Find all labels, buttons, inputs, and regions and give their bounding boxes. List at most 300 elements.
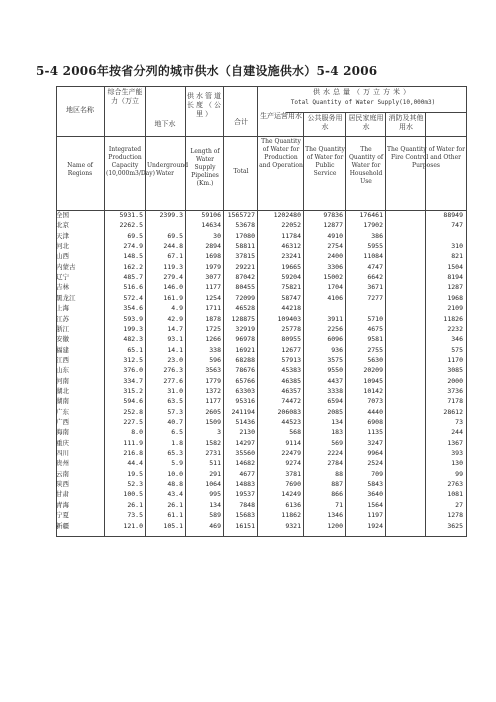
cell-prod: 46357 [281, 386, 301, 395]
cell-total: 65766 [235, 376, 255, 385]
cell-under: 105.1 [163, 521, 183, 530]
cell-under: 276.3 [163, 366, 183, 375]
cell-cap: 148.5 [123, 252, 143, 261]
cell-pipe: 2605 [205, 407, 221, 416]
cell-total: 96978 [235, 335, 255, 344]
header-body-rule [56, 210, 467, 211]
cell-pub: 936 [331, 345, 343, 354]
cell-house: 11084 [363, 252, 383, 261]
cell-cap: 162.2 [123, 262, 143, 271]
cell-prod: 6136 [285, 500, 301, 509]
cell-total: 16151 [235, 521, 255, 530]
pipe-header-en: Length of Water Supply Pipelines (Km.) [190, 148, 220, 187]
cell-house: 9581 [367, 335, 383, 344]
cell-under: 2399.3 [159, 211, 183, 219]
cell-house: 7073 [367, 397, 383, 406]
cell-pub: 887 [331, 480, 343, 489]
row-region-name: 甘肃 [56, 490, 69, 499]
cell-house: 2755 [367, 345, 383, 354]
table-bottom-rule [56, 536, 467, 537]
cell-cap: 227.5 [123, 418, 143, 426]
col-rule [104, 86, 105, 536]
cell-pub: 2784 [327, 459, 343, 468]
cell-under: 1.8 [171, 438, 183, 447]
cell-total: 14682 [235, 459, 255, 468]
fire-header-en: The Quantity of Water for Fire Control and Other Purposes [387, 146, 465, 169]
cell-pipe: 59106 [201, 211, 221, 219]
cell-prod: 9321 [285, 521, 301, 530]
cell-total: 53678 [235, 221, 255, 230]
cell-prod: 206083 [277, 407, 301, 416]
row-region-name: 广东 [56, 407, 69, 416]
cell-total: 78676 [235, 366, 255, 375]
cell-under: 4.9 [171, 304, 183, 313]
region-header-en: Name of Regions [67, 162, 93, 177]
cell-under: 26.1 [167, 500, 183, 509]
cell-fire: 1968 [447, 293, 463, 302]
quantity-header-cn: 供水总量（万立方米） [313, 88, 413, 96]
cell-fire: 99 [455, 469, 463, 478]
cell-pub: 12877 [323, 221, 343, 230]
cell-fire: 3085 [447, 366, 463, 375]
row-region-name: 上海 [56, 304, 69, 313]
cell-prod: 568 [289, 428, 301, 437]
cell-pipe: 14634 [201, 221, 221, 230]
col-rule [185, 86, 186, 536]
row-region-name: 内蒙古 [56, 262, 76, 271]
col-rule [303, 112, 304, 536]
row-region-name: 福建 [56, 345, 69, 354]
cell-pipe: 2894 [205, 242, 221, 251]
cell-total: 32919 [235, 324, 255, 333]
row-region-name: 湖北 [56, 386, 69, 395]
cell-pipe: 1177 [205, 283, 221, 292]
cell-fire: 7178 [447, 397, 463, 406]
cell-total: 72099 [235, 293, 255, 302]
cell-pub: 569 [331, 438, 343, 447]
cell-prod: 3781 [285, 469, 301, 478]
cell-cap: 199.3 [123, 324, 143, 333]
cell-under: 67.1 [167, 252, 183, 261]
cell-fire: 3736 [447, 386, 463, 395]
cell-house: 5843 [367, 480, 383, 489]
cell-fire: 1287 [447, 283, 463, 292]
cell-fire: 88949 [443, 211, 463, 219]
col-rule [345, 112, 346, 536]
row-region-name: 江西 [56, 355, 69, 364]
cell-under: 40.7 [167, 418, 183, 426]
cell-cap: 5931.5 [119, 211, 143, 219]
cell-fire: 393 [451, 449, 463, 458]
page-title: 5-4 2006年按省分列的城市供水（自建设施供水）5-4 2006 [36, 64, 378, 78]
cell-prod: 44523 [281, 418, 301, 426]
cell-prod: 7690 [285, 480, 301, 489]
cell-fire: 244 [451, 428, 463, 437]
cell-under: 48.8 [167, 480, 183, 489]
cell-pipe: 596 [209, 355, 221, 364]
cell-fire: 1081 [447, 490, 463, 499]
cell-cap: 572.4 [123, 293, 143, 302]
cell-fire: 575 [451, 345, 463, 354]
cell-cap: 334.7 [123, 376, 143, 385]
cell-under: 43.4 [167, 490, 183, 499]
cell-pub: 9550 [327, 366, 343, 375]
cell-cap: 376.0 [123, 366, 143, 375]
cell-pub: 2754 [327, 242, 343, 251]
pipe-header-cn: 供水管道长度（公里） [187, 92, 223, 118]
row-region-name: 湖南 [56, 397, 69, 406]
cell-cap: 594.6 [123, 397, 143, 406]
cell-house: 4675 [367, 324, 383, 333]
cell-house: 1135 [367, 428, 383, 437]
cell-fire: 1367 [447, 438, 463, 447]
cell-fire: 73 [455, 418, 463, 426]
cell-under: 69.5 [167, 231, 183, 240]
cell-under: 146.0 [163, 283, 183, 292]
cell-total: 37815 [235, 252, 255, 261]
region-header-cn: 地区名称 [66, 106, 94, 114]
row-region-name: 广西 [56, 418, 69, 426]
cell-pub: 2256 [327, 324, 343, 333]
cell-total: 15683 [235, 511, 255, 520]
cell-fire: 2109 [447, 304, 463, 313]
cell-total: 128875 [231, 314, 255, 323]
cell-house: 10142 [363, 386, 383, 395]
household-header-en: The Quantity of Water for Household Use [348, 146, 384, 185]
cell-pipe: 1509 [205, 418, 221, 426]
capacity-header-cn: 综合生产能力（万立 [107, 88, 143, 105]
cell-pub: 3575 [327, 355, 343, 364]
cell-under: 119.3 [163, 262, 183, 271]
public-header-cn: 公共服务用水 [307, 114, 343, 131]
cell-cap: 216.8 [123, 449, 143, 458]
row-region-name: 北京 [56, 221, 69, 230]
row-region-name: 辽宁 [56, 273, 69, 282]
cell-fire: 747 [451, 221, 463, 230]
cell-pub: 88 [335, 469, 343, 478]
cell-pub: 71 [335, 500, 343, 509]
cell-total: 63303 [235, 386, 255, 395]
cell-total: 46528 [235, 304, 255, 313]
cell-house: 10945 [363, 376, 383, 385]
cell-pub: 4910 [327, 231, 343, 240]
cell-cap: 315.2 [123, 386, 143, 395]
row-region-name: 四川 [56, 449, 69, 458]
cell-pipe: 1711 [205, 304, 221, 313]
cell-fire: 2000 [447, 376, 463, 385]
col-rule [257, 86, 258, 536]
cell-fire: 1504 [447, 262, 463, 271]
cell-cap: 312.5 [123, 355, 143, 364]
cell-house: 6908 [367, 418, 383, 426]
cell-prod: 9114 [285, 438, 301, 447]
cell-house: 1564 [367, 500, 383, 509]
cell-pub: 4106 [327, 293, 343, 302]
cell-pipe: 338 [209, 345, 221, 354]
cell-under: 31.0 [167, 386, 183, 395]
cell-total: 51436 [235, 418, 255, 426]
cell-pub: 2224 [327, 449, 343, 458]
cell-house: 3671 [367, 283, 383, 292]
cell-pipe: 1698 [205, 252, 221, 261]
cell-house: 4747 [367, 262, 383, 271]
cell-house: 709 [371, 469, 383, 478]
cell-under: 61.1 [167, 511, 183, 520]
row-region-name: 云南 [56, 469, 69, 478]
cell-pipe: 3 [217, 428, 221, 437]
cell-total: 1565727 [227, 211, 255, 219]
cell-under: 279.4 [163, 273, 183, 282]
cell-pipe: 589 [209, 511, 221, 520]
cell-pipe: 1064 [205, 480, 221, 489]
cell-fire: 2232 [447, 324, 463, 333]
cell-pipe: 1372 [205, 386, 221, 395]
cell-total: 58811 [235, 242, 255, 251]
cell-pub: 6096 [327, 335, 343, 344]
cell-pub: 15002 [323, 273, 343, 282]
cell-pub: 3338 [327, 386, 343, 395]
cell-pub: 6594 [327, 397, 343, 406]
table-top-rule [56, 86, 467, 87]
cell-cap: 485.7 [123, 273, 143, 282]
cell-under: 23.0 [167, 355, 183, 364]
cell-house: 1924 [367, 521, 383, 530]
household-header-cn: 居民家庭用水 [348, 114, 384, 131]
row-region-name: 青海 [56, 500, 69, 509]
cell-total: 35560 [235, 449, 255, 458]
cell-pipe: 1725 [205, 324, 221, 333]
row-region-name: 重庆 [56, 438, 69, 447]
cell-cap: 26.1 [127, 500, 143, 509]
cell-total: 19537 [235, 490, 255, 499]
cell-total: 95316 [235, 397, 255, 406]
cell-pipe: 2731 [205, 449, 221, 458]
row-region-name: 安徽 [56, 335, 69, 344]
cell-pipe: 3563 [205, 366, 221, 375]
cell-pipe: 469 [209, 521, 221, 530]
row-region-name: 黑龙江 [56, 293, 76, 302]
cell-pipe: 1878 [205, 314, 221, 323]
cell-total: 80455 [235, 283, 255, 292]
cell-fire: 28612 [443, 407, 463, 416]
col-rule [425, 112, 426, 536]
public-header-en: The Quantity of Water for Public Service [305, 146, 345, 177]
row-region-name: 浙江 [56, 324, 69, 333]
cell-prod: 46312 [281, 242, 301, 251]
total-header-en: Total [233, 168, 249, 175]
cell-cap: 252.8 [123, 407, 143, 416]
cell-house: 7277 [367, 293, 383, 302]
cell-pipe: 30 [213, 231, 221, 240]
cell-house: 9964 [367, 449, 383, 458]
row-region-name: 山东 [56, 366, 69, 375]
cell-cap: 73.5 [127, 511, 143, 520]
cell-pub: 97836 [323, 211, 343, 219]
cell-under: 57.3 [167, 407, 183, 416]
cell-house: 5630 [367, 355, 383, 364]
cell-under: 63.5 [167, 397, 183, 406]
cell-pub: 1346 [327, 511, 343, 520]
cell-prod: 45383 [281, 366, 301, 375]
cell-pipe: 1177 [205, 397, 221, 406]
cell-pipe: 1266 [205, 335, 221, 344]
row-region-name: 陕西 [56, 480, 69, 489]
cell-pub: 2085 [327, 407, 343, 416]
cell-cap: 100.5 [123, 490, 143, 499]
cell-prod: 58747 [281, 293, 301, 302]
cell-cap: 111.9 [123, 438, 143, 447]
cell-prod: 11862 [281, 511, 301, 520]
row-region-name: 全国 [56, 211, 69, 219]
cell-prod: 19665 [281, 262, 301, 271]
cell-under: 10.0 [167, 469, 183, 478]
row-region-name: 山西 [56, 252, 69, 261]
cell-pipe: 511 [209, 459, 221, 468]
cell-fire: 821 [451, 252, 463, 261]
cell-total: 87042 [235, 273, 255, 282]
cell-pub: 4437 [327, 376, 343, 385]
cell-under: 93.1 [167, 335, 183, 344]
cell-pub: 3306 [327, 262, 343, 271]
cell-cap: 121.0 [123, 521, 143, 530]
cell-house: 386 [371, 231, 383, 240]
cell-prod: 44218 [281, 304, 301, 313]
cell-pipe: 134 [209, 500, 221, 509]
total-header-cn: 合计 [234, 118, 248, 126]
cell-total: 68288 [235, 355, 255, 364]
cell-fire: 8194 [447, 273, 463, 282]
production-header-cn: 生产运营用水 [260, 112, 302, 120]
cell-pipe: 1979 [205, 262, 221, 271]
cell-under: 161.9 [163, 293, 183, 302]
cell-pub: 1704 [327, 283, 343, 292]
row-region-name: 海南 [56, 428, 69, 437]
cell-prod: 12677 [281, 345, 301, 354]
cell-prod: 22479 [281, 449, 301, 458]
cell-prod: 46385 [281, 376, 301, 385]
cell-pipe: 1582 [205, 438, 221, 447]
cell-under: 277.6 [163, 376, 183, 385]
row-region-name: 天津 [56, 231, 69, 240]
cell-total: 7848 [239, 500, 255, 509]
cell-under: 14.1 [167, 345, 183, 354]
cell-prod: 57913 [281, 355, 301, 364]
cell-cap: 274.9 [123, 242, 143, 251]
cell-pipe: 3077 [205, 273, 221, 282]
cell-prod: 25778 [281, 324, 301, 333]
cell-under: 65.3 [167, 449, 183, 458]
cell-house: 3640 [367, 490, 383, 499]
cell-pub: 134 [331, 418, 343, 426]
cell-pipe: 995 [209, 490, 221, 499]
col-rule [466, 86, 467, 536]
cell-total: 17080 [235, 231, 255, 240]
cell-house: 5955 [367, 242, 383, 251]
cell-under: 14.7 [167, 324, 183, 333]
cell-fire: 11826 [443, 314, 463, 323]
cell-prod: 14249 [281, 490, 301, 499]
cell-total: 2130 [239, 428, 255, 437]
cell-house: 5710 [367, 314, 383, 323]
cell-total: 241194 [231, 407, 255, 416]
cell-cap: 52.3 [127, 480, 143, 489]
capacity-header-en: Integrated Production Capacity (10,000m3/Day) [106, 146, 155, 177]
cell-cap: 2262.5 [119, 221, 143, 230]
cell-house: 3247 [367, 438, 383, 447]
row-region-name: 河北 [56, 242, 69, 251]
col-rule [223, 86, 224, 536]
cell-cap: 354.6 [123, 304, 143, 313]
cell-prod: 22052 [281, 221, 301, 230]
cell-cap: 69.5 [127, 231, 143, 240]
cell-fire: 1170 [447, 355, 463, 364]
row-region-name: 吉林 [56, 283, 69, 292]
cell-house: 2524 [367, 459, 383, 468]
quantity-header-en: Total Quantity of Water Supply(10,000m3) [290, 99, 436, 106]
cell-pipe: 1779 [205, 376, 221, 385]
cell-pipe: 1254 [205, 293, 221, 302]
cell-cap: 65.1 [127, 345, 143, 354]
water-supply-table [56, 86, 467, 536]
cell-total: 29221 [235, 262, 255, 271]
cell-fire: 27 [455, 500, 463, 509]
cell-under: 42.9 [167, 314, 183, 323]
cell-fire: 310 [451, 242, 463, 251]
cell-total: 14297 [235, 438, 255, 447]
cell-pub: 3911 [327, 314, 343, 323]
row-region-name: 宁夏 [56, 511, 69, 520]
underground-header-en: Underground Water [147, 162, 189, 177]
cell-total: 14883 [235, 480, 255, 489]
cell-cap: 516.6 [123, 283, 143, 292]
cell-fire: 1278 [447, 511, 463, 520]
cell-house: 6642 [367, 273, 383, 282]
cell-under: 244.8 [163, 242, 183, 251]
cell-prod: 80955 [281, 335, 301, 344]
cell-cap: 19.5 [127, 469, 143, 478]
cell-cap: 8.0 [131, 428, 143, 437]
cell-prod: 75821 [281, 283, 301, 292]
col-rule [145, 86, 146, 536]
cell-prod: 59204 [281, 273, 301, 282]
cell-house: 1197 [367, 511, 383, 520]
cell-cap: 482.3 [123, 335, 143, 344]
cell-prod: 1202480 [273, 211, 301, 219]
cell-cap: 44.4 [127, 459, 143, 468]
cell-prod: 9274 [285, 459, 301, 468]
cell-pub: 183 [331, 428, 343, 437]
cell-pipe: 291 [209, 469, 221, 478]
cell-prod: 11784 [281, 231, 301, 240]
cell-prod: 23241 [281, 252, 301, 261]
fire-header-cn: 消防及其他用水 [388, 114, 424, 131]
cell-under: 5.9 [171, 459, 183, 468]
col-rule [385, 112, 386, 536]
cell-prod: 109403 [277, 314, 301, 323]
cell-pub: 2400 [327, 252, 343, 261]
cell-house: 176461 [359, 211, 383, 219]
cell-fire: 346 [451, 335, 463, 344]
cell-fire: 3625 [447, 521, 463, 530]
cell-total: 16921 [235, 345, 255, 354]
cell-total: 4677 [239, 469, 255, 478]
cell-prod: 74472 [281, 397, 301, 406]
cell-under: 6.5 [171, 428, 183, 437]
cell-pub: 1200 [327, 521, 343, 530]
cell-cap: 593.9 [123, 314, 143, 323]
cell-house: 4440 [367, 407, 383, 416]
quantity-header-rule [286, 112, 467, 113]
